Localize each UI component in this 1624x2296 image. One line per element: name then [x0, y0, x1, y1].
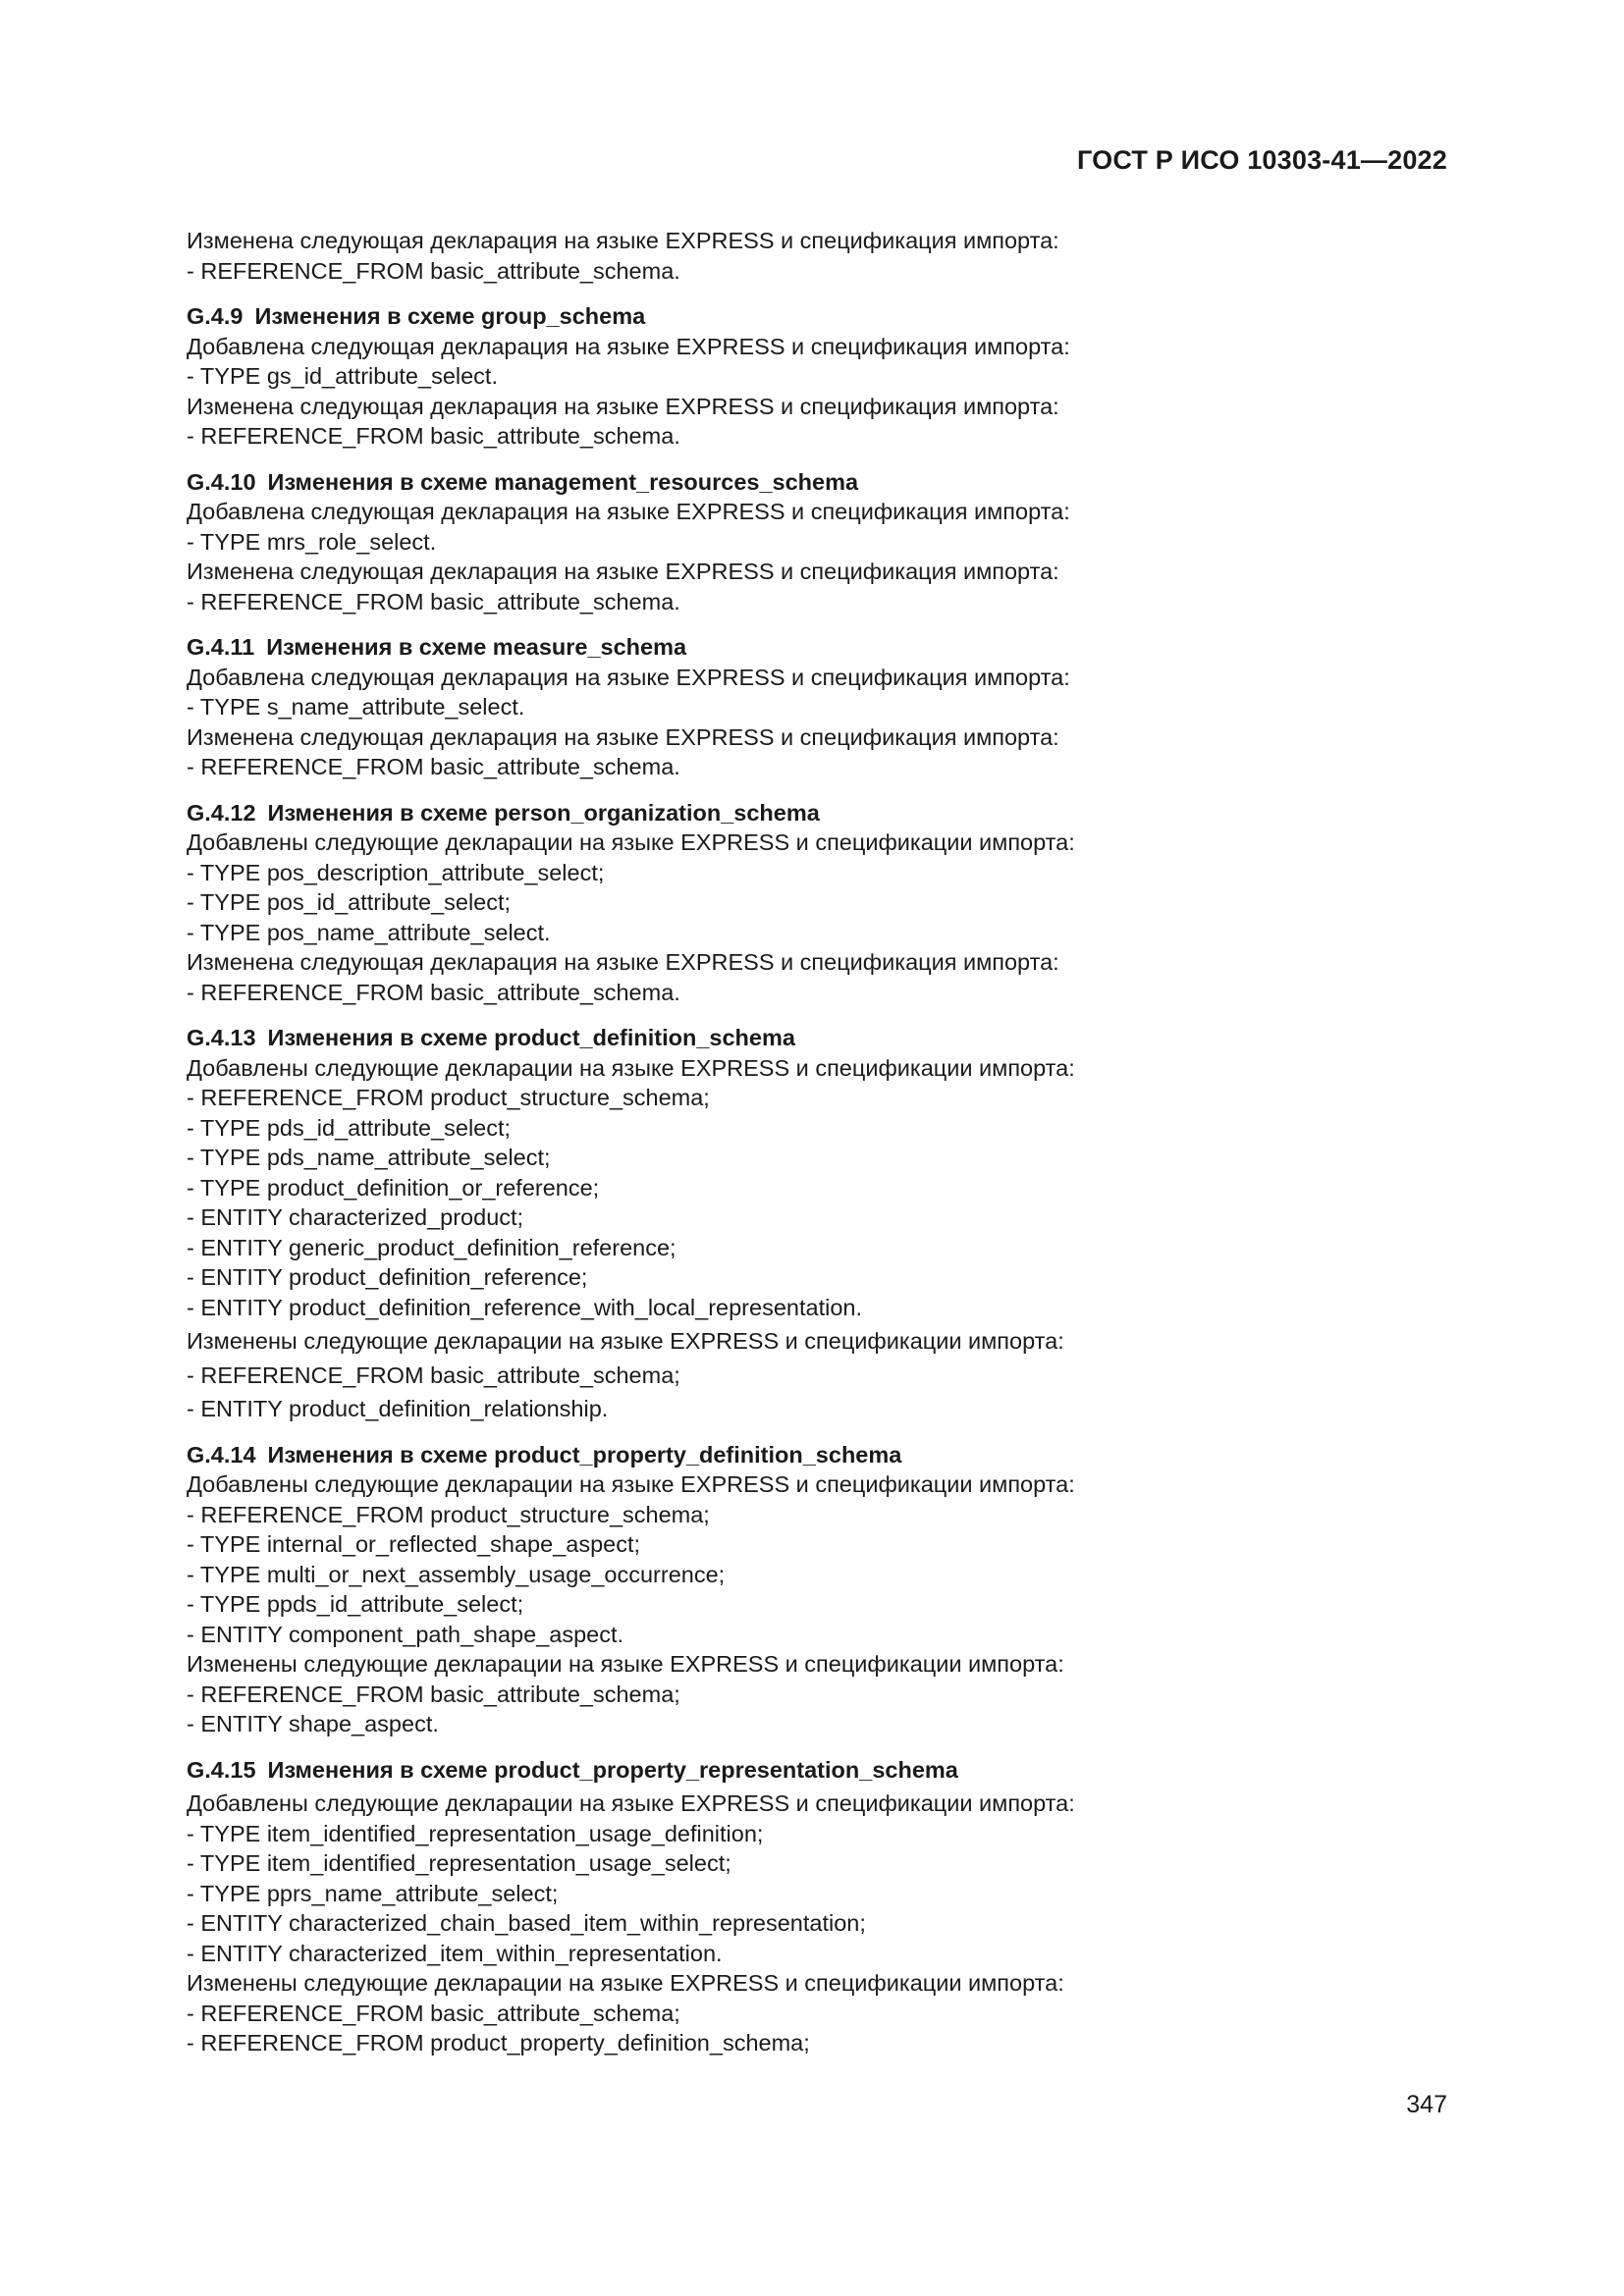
section-title: Изменения в схеме management_resources_schema [267, 468, 859, 495]
section-g-4-14 [187, 1440, 1463, 1739]
section-number: G.4.9 [187, 303, 244, 329]
section-number: G.4.10 [187, 468, 256, 495]
list-item: - ENTITY product_definition_reference; [187, 1264, 588, 1290]
list-item: - REFERENCE_FROM basic_attribute_schema. [187, 257, 680, 284]
list-item: - TYPE pos_name_attribute_select. [187, 919, 551, 945]
body-line: Изменена следующая декларация на языке EXPRESS и спецификация импорта: [187, 949, 1059, 975]
intro-block [187, 226, 1463, 286]
page-number: 347 [1406, 2091, 1447, 2118]
list-item: - TYPE pprs_name_attribute_select; [187, 1880, 559, 1906]
list-item: - REFERENCE_FROM basic_attribute_schema. [187, 423, 680, 449]
list-item: - ENTITY generic_product_definition_reference; [187, 1234, 677, 1260]
section-g-4-13 [187, 1023, 1463, 1424]
section-g-4-15 [187, 1755, 1463, 2058]
body-line: Добавлены следующие декларации на языке EXPRESS и спецификации импорта: [187, 1054, 1075, 1081]
list-item: - TYPE pds_id_attribute_select; [187, 1114, 512, 1141]
section-heading [187, 467, 1463, 498]
body-line: Добавлена следующая декларация на языке EXPRESS и спецификация импорта: [187, 499, 1070, 524]
list-item: - TYPE item_identified_representation_usage_select; [187, 1850, 731, 1876]
document-id-header: ГОСТ Р ИСО 10303-41—2022 [1077, 145, 1447, 175]
body-line: Добавлена следующая декларация на языке EXPRESS и спецификация импорта: [187, 333, 1070, 359]
list-item: - ENTITY component_path_shape_aspect. [187, 1621, 624, 1647]
list-item: - TYPE ppds_id_attribute_select; [187, 1591, 524, 1617]
body-line: Изменена следующая декларация на языке EXPRESS и спецификация импорта: [187, 559, 1059, 584]
list-item: - ENTITY product_definition_reference_with_local_representation. [187, 1294, 862, 1320]
body-line: Изменена следующая декларация на языке EXPRESS и спецификация импорта: [187, 723, 1059, 750]
list-item: - REFERENCE_FROM basic_attribute_schema. [187, 754, 680, 779]
list-item: - TYPE multi_or_next_assembly_usage_occurrence; [187, 1561, 726, 1587]
list-item: - ENTITY shape_aspect. [187, 1711, 439, 1736]
body-line: Изменены следующие декларации на языке EXPRESS и спецификации импорта: [187, 1328, 1064, 1354]
body-line: Добавлены следующие декларации на языке EXPRESS и спецификации импорта: [187, 1790, 1075, 1816]
list-item: - REFERENCE_FROM basic_attribute_schema; [187, 1681, 680, 1707]
list-item: - REFERENCE_FROM product_structure_schema; [187, 1085, 710, 1110]
body-line: Добавлены следующие декларации на языке EXPRESS и спецификации импорта: [187, 829, 1075, 855]
section-title: Изменения в схеме product_property_representation_schema [267, 1756, 958, 1783]
section-heading [187, 798, 1463, 828]
list-item: - ENTITY characterized_chain_based_item_within_representation; [187, 1910, 866, 1936]
list-item: - TYPE gs_id_attribute_select. [187, 363, 498, 389]
list-item: - TYPE pos_description_attribute_select; [187, 859, 605, 885]
section-heading [187, 1755, 1463, 1786]
section-title: Изменения в схеме measure_schema [266, 634, 687, 660]
section-g-4-11 [187, 632, 1463, 782]
body-line: Изменены следующие декларации на языке EXPRESS и спецификации импорта: [187, 1970, 1064, 1996]
list-item: - TYPE pos_id_attribute_select; [187, 889, 512, 915]
section-g-4-10 [187, 467, 1463, 617]
section-title: Изменения в схеме person_organization_schema [267, 799, 820, 826]
list-item: - REFERENCE_FROM basic_attribute_schema. [187, 979, 680, 1005]
list-item: - TYPE internal_or_reflected_shape_aspect; [187, 1531, 641, 1557]
section-title: Изменения в схеме product_property_definition_schema [267, 1441, 902, 1468]
list-item: - ENTITY characterized_item_within_representation. [187, 1940, 723, 1966]
list-item: - REFERENCE_FROM basic_attribute_schema; [187, 1362, 680, 1388]
body-line: Добавлена следующая декларация на языке EXPRESS и спецификация импорта: [187, 664, 1070, 690]
section-number: G.4.12 [187, 799, 256, 826]
list-item: - TYPE pds_name_attribute_select; [187, 1145, 551, 1170]
section-g-4-12 [187, 798, 1463, 1008]
section-number: G.4.11 [187, 634, 255, 660]
section-heading [187, 1023, 1463, 1053]
body-line: Изменена следующая декларация на языке EXPRESS и спецификация импорта: [187, 393, 1059, 419]
list-item: - ENTITY characterized_product; [187, 1204, 524, 1230]
body-line: Изменены следующие декларации на языке EXPRESS и спецификации импорта: [187, 1651, 1064, 1677]
section-g-4-9 [187, 301, 1463, 452]
document-body [187, 226, 1463, 2058]
body-line: Добавлены следующие декларации на языке EXPRESS и спецификации импорта: [187, 1471, 1075, 1497]
section-title: Изменения в схеме product_definition_schema [267, 1025, 795, 1050]
body-line: Изменена следующая декларация на языке EXPRESS и спецификация импорта: [187, 228, 1059, 253]
list-item: - TYPE mrs_role_select. [187, 528, 437, 555]
section-number: G.4.13 [187, 1025, 256, 1050]
list-item: - TYPE product_definition_or_reference; [187, 1174, 600, 1201]
section-number: G.4.14 [187, 1441, 256, 1468]
section-heading [187, 1440, 1463, 1470]
list-item: - ENTITY product_definition_relationship. [187, 1396, 609, 1421]
list-item: - TYPE item_identified_representation_usage_definition; [187, 1820, 764, 1846]
list-item: - REFERENCE_FROM basic_attribute_schema. [187, 588, 680, 614]
list-item: - REFERENCE_FROM product_property_definition_schema; [187, 2030, 810, 2056]
list-item: - REFERENCE_FROM basic_attribute_schema; [187, 2000, 680, 2026]
section-heading [187, 632, 1463, 663]
section-heading [187, 301, 1463, 332]
section-number: G.4.15 [187, 1756, 256, 1783]
list-item: - TYPE s_name_attribute_select. [187, 694, 525, 720]
list-item: - REFERENCE_FROM product_structure_schema; [187, 1501, 710, 1527]
section-title: Изменения в схеме group_schema [254, 303, 646, 329]
